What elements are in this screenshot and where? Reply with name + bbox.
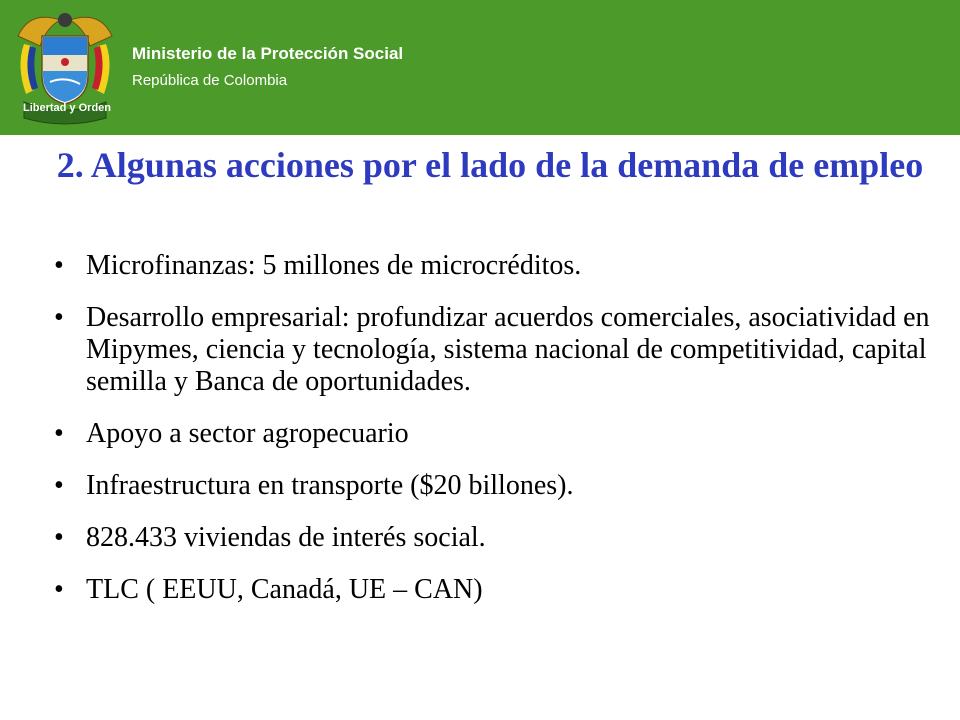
bullet-dot-icon: • [54, 522, 64, 553]
bullet-item [52, 574, 932, 606]
bullet-item [52, 418, 932, 450]
ministry-name: Ministerio de la Protección Social [132, 44, 404, 63]
bullet-text: TLC ( EEUU, Canadá, UE – CAN) [86, 574, 483, 605]
bullet-dot-icon: • [54, 302, 64, 333]
bullet-list [52, 250, 932, 606]
slide-title: 2. Algunas acciones por el lado de la demanda de empleo [56, 145, 924, 185]
bullet-dot-icon: • [54, 250, 64, 281]
bullet-dot-icon: • [54, 418, 64, 449]
bullet-dot-icon: • [54, 470, 64, 501]
bullet-dot-icon: • [54, 574, 64, 605]
bullet-item [52, 302, 932, 398]
republic-name: República de Colombia [132, 72, 288, 89]
bullet-item [52, 470, 932, 502]
bullet-item [52, 250, 932, 282]
bullet-item [52, 522, 932, 554]
bullet-text: Apoyo a sector agropecuario [86, 418, 409, 449]
bullet-text: 828.433 viviendas de interés social. [86, 522, 486, 553]
bullet-text: Infraestructura en transporte ($20 billones). [86, 470, 574, 501]
bullet-text: Microfinanzas: 5 millones de microcréditos. [86, 250, 582, 281]
bullet-text: Desarrollo empresarial: profundizar acuerdos comerciales, asociatividad en Mipymes, ciencia y tecnología, sistema nacional de competitividad, capital semilla y Banca de oportunidades. [86, 302, 930, 397]
motto-ribbon-text: Libertad y Orden [22, 102, 112, 114]
header-band [0, 0, 960, 135]
